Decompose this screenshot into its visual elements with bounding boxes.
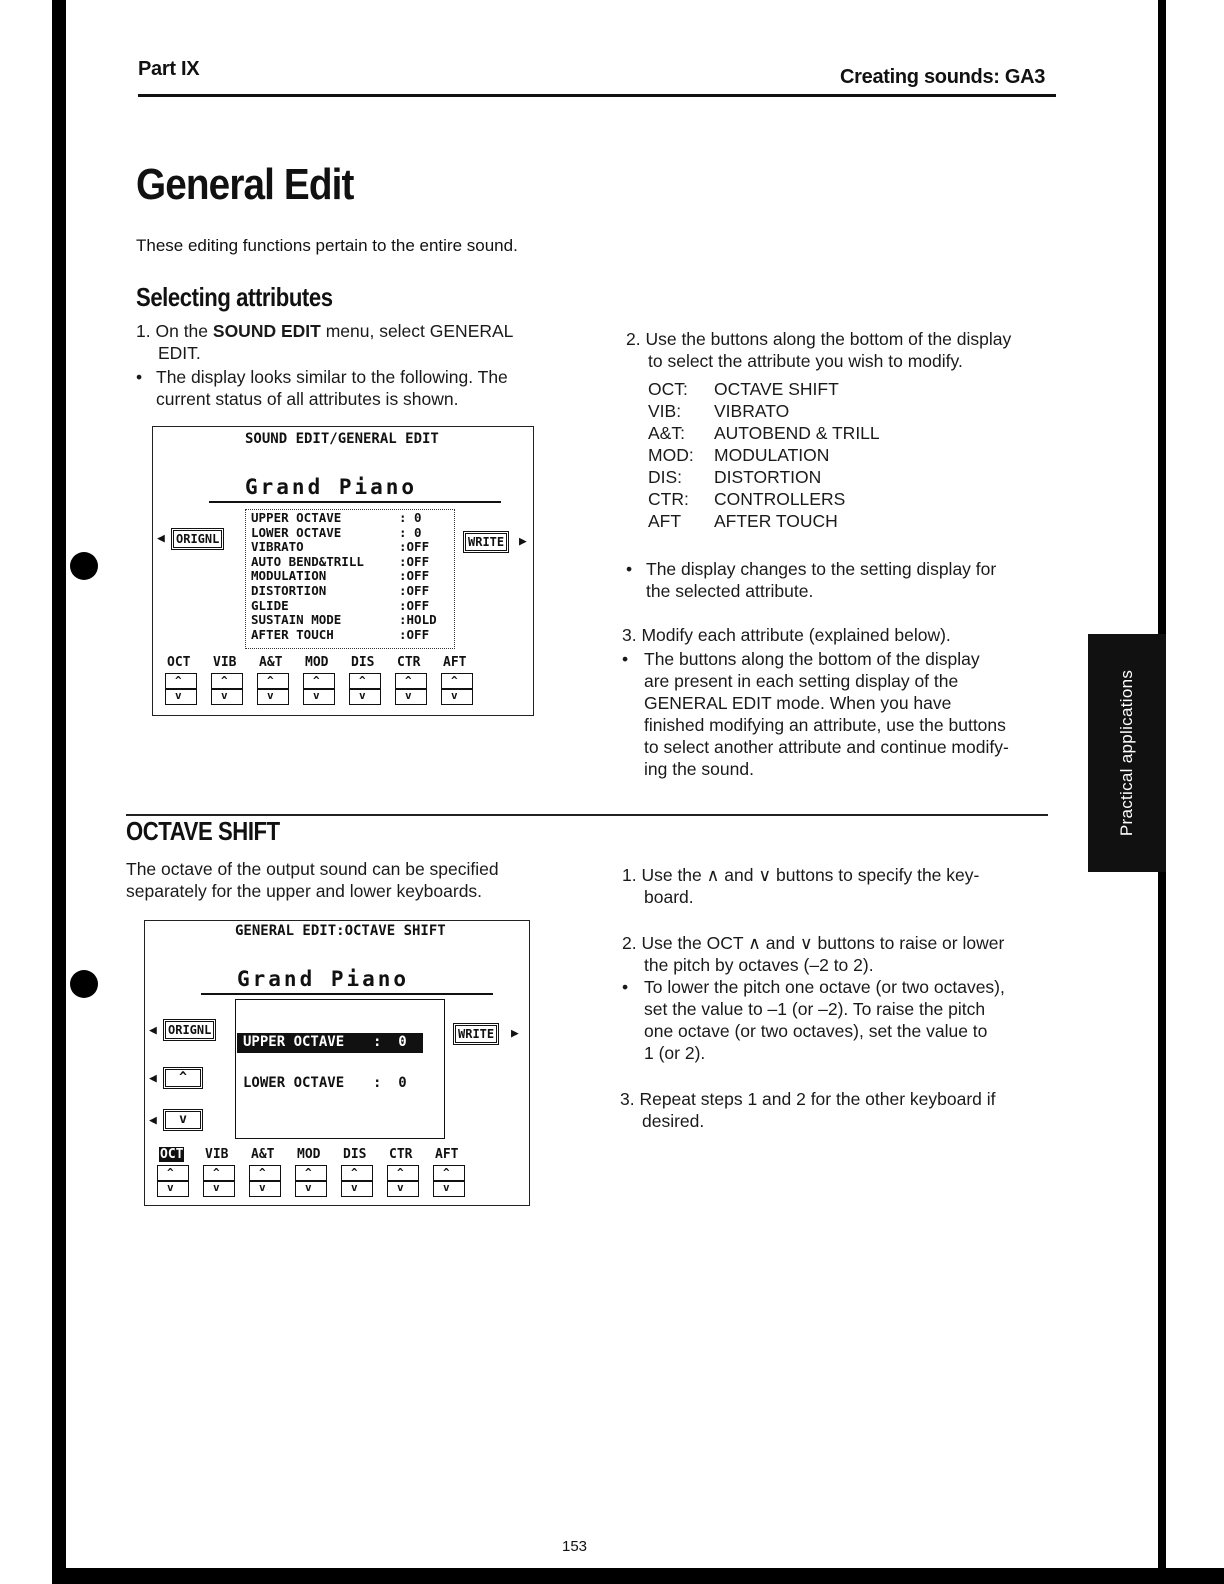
step-1 xyxy=(136,320,576,364)
lcd1-attribute-value: : 0 xyxy=(399,524,422,540)
scan-border-left xyxy=(52,0,66,1584)
step-1-cont: EDIT. xyxy=(158,343,201,363)
updown-button-ctr[interactable] xyxy=(387,1165,419,1197)
upper-octave-row[interactable] xyxy=(237,1033,423,1053)
down-chevron-icon: v xyxy=(397,1181,404,1194)
octave-step-2 xyxy=(622,932,1062,976)
updown-button-aft[interactable] xyxy=(433,1165,465,1197)
side-tab xyxy=(1088,634,1166,872)
lcd1-attribute-value: :HOLD xyxy=(399,612,437,628)
step-2-line-2: to select the attribute you wish to modify. xyxy=(648,351,963,371)
write-button-2[interactable]: WRITE xyxy=(455,1025,497,1043)
intro-text: These editing functions pertain to the entire sound. xyxy=(136,236,518,255)
abbrev-key: CTR: xyxy=(648,489,689,509)
bullet-3-line: are present in each setting display of the xyxy=(644,671,959,691)
abbrev-key: A&T: xyxy=(648,423,685,443)
orignl-button[interactable]: ORIGNL xyxy=(173,530,222,548)
up-chevron-icon: ^ xyxy=(259,1166,266,1179)
bottom-label-vib: VIB xyxy=(205,1147,229,1162)
lcd1-sound-underline xyxy=(209,501,501,503)
up-chevron-icon: ^ xyxy=(313,674,320,687)
lcd2-sound-name: Grand Piano xyxy=(237,967,410,991)
abbrev-row xyxy=(648,488,1008,510)
lcd1-attribute-name[interactable]: AUTO BEND&TRILL xyxy=(251,553,364,569)
octave-bullet-line: 1 (or 2). xyxy=(644,1043,706,1063)
updown-button-dis[interactable] xyxy=(341,1165,373,1197)
down-chevron-icon: v xyxy=(175,689,182,702)
octave-bullet: • To lower the pitch one octave (or two octaves), set the value to –1 (or –2). To raise the pitch one octave (or two octaves), set the value to 1 (or 2). xyxy=(622,976,1062,1064)
lcd1-attribute-value: : 0 xyxy=(399,510,422,525)
step-2 xyxy=(626,328,1066,372)
abbrev-row xyxy=(648,378,1008,400)
bullet-3-line: GENERAL EDIT mode. When you have xyxy=(644,693,952,713)
up-chevron-icon: ^ xyxy=(405,674,412,687)
step-2-line-1: 2. Use the buttons along the bottom of the display xyxy=(626,329,1012,349)
abbrev-value: AUTOBEND & TRILL xyxy=(714,423,880,443)
step-1-post: menu, select GENERAL xyxy=(320,321,514,341)
heading-octave-shift: OCTAVE SHIFT xyxy=(126,816,280,846)
bottom-label-mod: MOD xyxy=(305,655,329,670)
abbrev-key: OCT: xyxy=(648,379,688,399)
lcd1-attribute-value: :OFF xyxy=(399,626,430,642)
octave-step-1-line-2: board. xyxy=(644,887,694,907)
octave-step-3-line-1: 3. Repeat steps 1 and 2 for the other keyboard if xyxy=(620,1089,996,1109)
lcd1-attribute-value: :OFF xyxy=(399,539,430,555)
octave-step-2-line-2: the pitch by octaves (–2 to 2). xyxy=(644,955,874,975)
down-chevron-icon: v xyxy=(305,1181,312,1194)
bottom-label-ctr: CTR xyxy=(397,655,421,670)
octave-step-3-line-2: desired. xyxy=(642,1111,705,1131)
octave-step-1 xyxy=(622,864,1062,908)
lcd1-attribute-name[interactable]: UPPER OCTAVE xyxy=(251,510,342,525)
up-chevron-icon: ^ xyxy=(359,674,366,687)
lcd-general-edit xyxy=(152,426,534,716)
lcd2-up-arrow-icon: ◀ xyxy=(149,1071,157,1086)
heading-selecting-attributes: Selecting attributes xyxy=(136,282,333,312)
upper-octave-label: UPPER OCTAVE xyxy=(243,1034,345,1050)
binder-hole-2 xyxy=(70,970,98,998)
down-chevron-icon: v xyxy=(221,689,228,702)
bullet-3-line: ing the sound. xyxy=(644,759,754,779)
bullet-2-line-2: the selected attribute. xyxy=(646,581,814,601)
lcd1-attribute-value: :OFF xyxy=(399,597,430,613)
abbrev-value: AFTER TOUCH xyxy=(714,511,838,531)
down-chevron-icon: v xyxy=(213,1181,220,1194)
abbrev-row xyxy=(648,510,1008,532)
bullet-1: • The display looks similar to the following. The current status of all attributes is shown. xyxy=(136,366,576,410)
up-button[interactable]: ^ xyxy=(165,1069,201,1087)
upper-octave-value: : 0 xyxy=(373,1034,407,1050)
octave-step-2-line-1: 2. Use the OCT ∧ and ∨ buttons to raise or lower xyxy=(622,933,1005,953)
updown-button-dis[interactable] xyxy=(349,673,381,705)
abbrev-value: VIBRATO xyxy=(714,401,790,421)
orignl-button-2[interactable]: ORIGNL xyxy=(165,1021,214,1039)
lcd2-value-box xyxy=(235,999,445,1139)
up-chevron-icon: ^ xyxy=(305,1166,312,1179)
lower-octave-value: : 0 xyxy=(373,1075,407,1091)
down-chevron-icon: v xyxy=(259,1181,266,1194)
down-chevron-icon: v xyxy=(351,1181,358,1194)
down-chevron-icon: v xyxy=(167,1181,174,1194)
lcd2-down-arrow-icon: ◀ xyxy=(149,1113,157,1128)
lcd1-attribute-name[interactable]: VIBRATO xyxy=(251,539,304,555)
scan-margin-right xyxy=(1166,0,1224,1584)
bottom-label-vib: VIB xyxy=(213,655,237,670)
lcd1-attribute-name[interactable]: DISTORTION xyxy=(251,583,327,598)
step-1-pre: On the xyxy=(155,321,213,341)
header-chapter: Creating sounds: GA3 xyxy=(840,66,1046,88)
abbrev-row xyxy=(648,422,1008,444)
lcd2-title: GENERAL EDIT:OCTAVE SHIFT xyxy=(235,923,446,939)
abbrev-value: OCTAVE SHIFT xyxy=(714,379,839,399)
octave-step-1-line-1: 1. Use the ∧ and ∨ buttons to specify the key- xyxy=(622,865,980,885)
down-chevron-icon: v xyxy=(443,1181,450,1194)
bottom-label-oct: OCT xyxy=(167,655,191,670)
updown-button-vib[interactable] xyxy=(203,1165,235,1197)
lcd1-attribute-name[interactable]: LOWER OCTAVE xyxy=(251,524,342,540)
page-title: General Edit xyxy=(136,160,354,209)
octave-bullet-line: one octave (or two octaves), set the value to xyxy=(644,1021,988,1041)
bottom-label-ctr: CTR xyxy=(389,1147,413,1162)
bullet-2-line-1: The display changes to the setting display for xyxy=(646,559,997,579)
bottom-label-dis: DIS xyxy=(351,655,375,670)
abbrev-row xyxy=(648,400,1008,422)
bullet-2: • The display changes to the setting display for the selected attribute. xyxy=(626,558,1066,602)
lower-octave-label: LOWER OCTAVE xyxy=(243,1075,345,1091)
lcd1-attribute-value: :OFF xyxy=(399,583,430,598)
up-chevron-icon: ^ xyxy=(351,1166,358,1179)
step-1-bold: SOUND EDIT xyxy=(212,321,321,341)
header-part: Part IX xyxy=(138,58,200,80)
bottom-label-aft: AFT xyxy=(435,1147,459,1162)
side-tab-label: Practical applications xyxy=(1117,669,1136,837)
abbrev-key: MOD: xyxy=(648,445,694,465)
bottom-label-dis: DIS xyxy=(343,1147,367,1162)
lcd2-right-arrow-icon: ▶ xyxy=(511,1026,519,1041)
scan-border-bottom xyxy=(52,1568,1224,1584)
down-chevron-icon: v xyxy=(313,689,320,702)
abbrev-row xyxy=(648,444,1008,466)
lcd1-left-arrow-icon: ◀ xyxy=(157,531,165,546)
bullet-1-line-1: The display looks similar to the following. The xyxy=(156,367,508,387)
octave-intro-line-2: separately for the upper and lower keyboards. xyxy=(126,881,483,901)
down-chevron-icon: v xyxy=(451,689,458,702)
bullet-3-line: The buttons along the bottom of the display xyxy=(644,649,980,669)
lcd1-title: SOUND EDIT/GENERAL EDIT xyxy=(245,431,439,447)
step-3: 3. Modify each attribute (explained below). xyxy=(622,625,951,645)
up-chevron-icon: ^ xyxy=(221,674,228,687)
binder-hole-1 xyxy=(70,552,98,580)
lower-octave-row[interactable] xyxy=(237,1073,423,1093)
bullet-3: • The buttons along the bottom of the display are present in each setting display of the GENERAL EDIT mode. When you have finished modifying an attribute, use the buttons to select another attribute and continue modify- ing the sound. xyxy=(622,648,1062,780)
lcd2-left-arrow-icon: ◀ xyxy=(149,1023,157,1038)
updown-button-mod[interactable] xyxy=(295,1165,327,1197)
abbrev-key: DIS: xyxy=(648,467,683,487)
bottom-label-aft: AFT xyxy=(443,655,467,670)
octave-bullet-line: To lower the pitch one octave (or two octaves), xyxy=(644,977,1005,997)
abbrev-key: VIB: xyxy=(648,401,682,421)
lcd2-sound-underline xyxy=(201,993,493,995)
bullet-3-line: finished modifying an attribute, use the buttons xyxy=(644,715,1006,735)
bottom-label-aandt: A&T xyxy=(259,655,283,670)
bottom-label-aandt: A&T xyxy=(251,1147,275,1162)
updown-button-aandt[interactable] xyxy=(257,673,289,705)
lcd1-right-arrow-icon: ▶ xyxy=(519,534,527,549)
up-chevron-icon: ^ xyxy=(175,674,182,687)
octave-intro xyxy=(126,858,576,902)
down-chevron-icon: v xyxy=(359,689,366,702)
updown-button-oct[interactable] xyxy=(157,1165,189,1197)
abbrev-value: MODULATION xyxy=(714,445,830,465)
abbrev-row xyxy=(648,466,1008,488)
down-button[interactable]: v xyxy=(165,1111,201,1129)
abbrev-value: CONTROLLERS xyxy=(714,489,846,509)
lcd-octave-shift xyxy=(144,920,530,1206)
updown-button-ctr[interactable] xyxy=(395,673,427,705)
lcd1-attribute-name[interactable]: AFTER TOUCH xyxy=(251,626,334,642)
up-chevron-icon: ^ xyxy=(443,1166,450,1179)
abbrev-value: DISTORTION xyxy=(714,467,822,487)
bullet-3-line: to select another attribute and continue modify- xyxy=(644,737,1009,757)
updown-button-vib[interactable] xyxy=(211,673,243,705)
bullet-1-line-2: current status of all attributes is shown. xyxy=(156,389,459,409)
header-rule xyxy=(138,94,1056,97)
step-1-num: 1. xyxy=(136,321,151,341)
lcd1-attribute-name[interactable]: SUSTAIN MODE xyxy=(251,612,342,628)
lcd1-attribute-name[interactable]: GLIDE xyxy=(251,597,289,613)
write-button[interactable]: WRITE xyxy=(465,533,507,551)
abbrev-key: AFT xyxy=(648,511,682,531)
octave-step-3 xyxy=(620,1088,1060,1132)
lcd1-sound-name: Grand Piano xyxy=(245,475,418,499)
lcd1-attribute-value: :OFF xyxy=(399,568,430,584)
updown-button-oct[interactable] xyxy=(165,673,197,705)
down-chevron-icon: v xyxy=(267,689,274,702)
page-number: 153 xyxy=(562,1538,588,1555)
updown-button-aft[interactable] xyxy=(441,673,473,705)
up-chevron-icon: ^ xyxy=(213,1166,220,1179)
bottom-label-mod: MOD xyxy=(297,1147,321,1162)
lcd1-attribute-value: :OFF xyxy=(399,553,430,569)
octave-intro-line-1: The octave of the output sound can be specified xyxy=(126,859,499,879)
lcd1-attribute-name[interactable]: MODULATION xyxy=(251,568,327,584)
bottom-label-oct: OCT xyxy=(160,1147,184,1162)
up-chevron-icon: ^ xyxy=(167,1166,174,1179)
up-chevron-icon: ^ xyxy=(451,674,458,687)
updown-button-aandt[interactable] xyxy=(249,1165,281,1197)
octave-bullet-line: set the value to –1 (or –2). To raise the pitch xyxy=(644,999,986,1019)
abbrev-list xyxy=(648,378,1008,532)
up-chevron-icon: ^ xyxy=(397,1166,404,1179)
updown-button-mod[interactable] xyxy=(303,673,335,705)
down-chevron-icon: v xyxy=(405,689,412,702)
up-chevron-icon: ^ xyxy=(267,674,274,687)
